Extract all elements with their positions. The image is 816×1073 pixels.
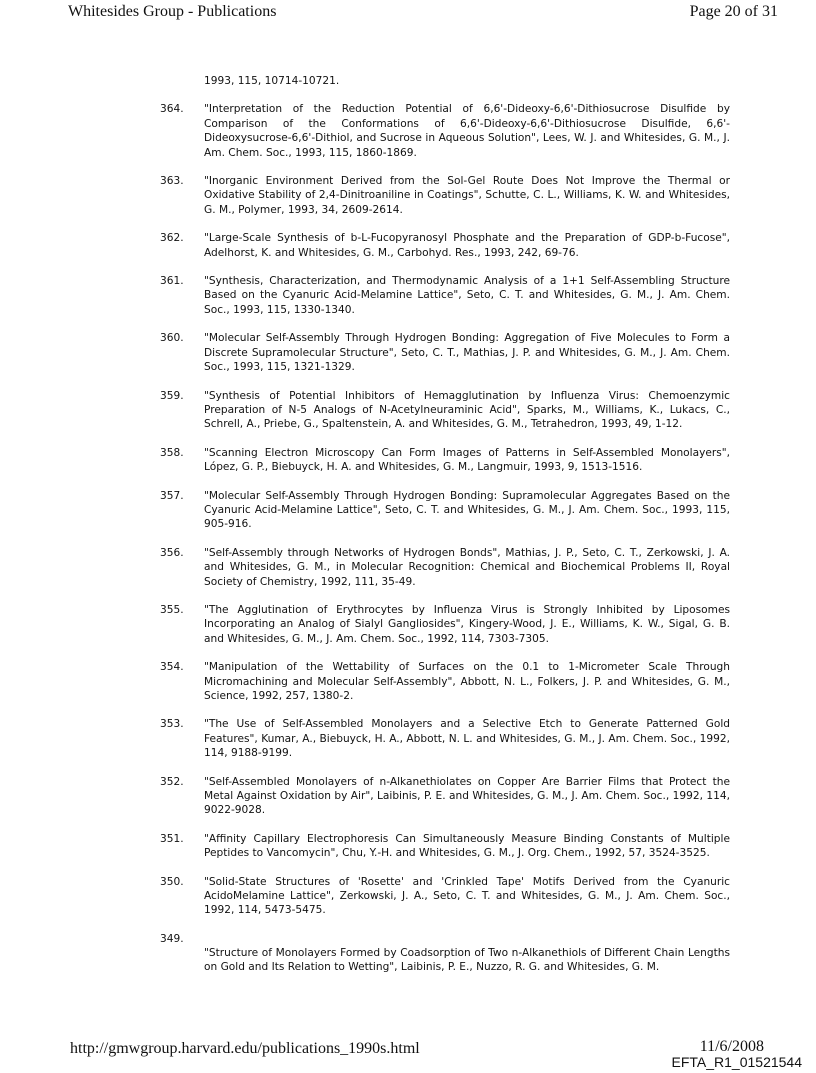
entry-citation: "Large-Scale Synthesis of b-L-Fucopyranosyl Phosphate and the Preparation of GDP-b-Fucose", Adelhorst, K. and Whitesides, G. M., Carbohyd. Res., 1993, 242, 69-76. bbox=[204, 232, 730, 259]
entry-number: 361. bbox=[160, 275, 184, 288]
entry-citation: "The Use of Self-Assembled Monolayers and a Selective Etch to Generate Patterned Gold Features", Kumar, A., Biebuyck, H. A., Abbott, N. L. and Whitesides, G. M., J. Am. Chem. Soc., 1992, 114, 9188-9199. bbox=[204, 718, 730, 760]
entry-number: 352. bbox=[160, 775, 184, 788]
publication-entry bbox=[160, 932, 730, 975]
publication-entry bbox=[160, 875, 730, 918]
publication-entry bbox=[160, 489, 730, 532]
entry-citation: "Synthesis, Characterization, and Thermodynamic Analysis of a 1+1 Self-Assembling Structure Based on the Cyanuric Acid-Melamine Lattice", Seto, C. T. and Whitesides, G. M., J. Am. Chem. Soc., 1993, 115, 1330-1340. bbox=[204, 275, 730, 316]
entry-number: 350. bbox=[160, 875, 184, 888]
entry-citation: "Scanning Electron Microscopy Can Form Images of Patterns in Self-Assembled Monolayers", López, G. P., Biebuyck, H. A. and Whitesides, G. M., Langmuir, 1993, 9, 1513-1516. bbox=[204, 446, 730, 474]
entry-citation: "The Agglutination of Erythrocytes by Influenza Virus is Strongly Inhibited by Liposomes Incorporating an Analog of Sialyl Gangliosides", Kingery-Wood, J. E., Williams, K. W., Sigal, G. B. and Whitesides, G. M., J. Am. Chem. Soc., 1992, 114, 7303-7305. bbox=[204, 603, 730, 645]
entry-citation: "Molecular Self-Assembly Through Hydrogen Bonding: Aggregation of Five Molecules to Form a Discrete Supramolecular Structure", Seto, C. T., Mathias, J. P. and Whitesides, G. M., J. Am. Chem. Soc., 1993, 115, 1321-1329. bbox=[204, 332, 730, 374]
entry-number: 360. bbox=[160, 332, 184, 345]
publication-list bbox=[160, 74, 730, 975]
publication-entry bbox=[160, 775, 730, 818]
publication-entry bbox=[160, 274, 730, 317]
entry-number: 351. bbox=[160, 832, 184, 845]
publication-entry bbox=[160, 102, 730, 160]
entry-number: 358. bbox=[160, 446, 184, 459]
page-number: Page 20 of 31 bbox=[689, 3, 778, 20]
publication-entry bbox=[160, 331, 730, 374]
entry-citation: "Self-Assembly through Networks of Hydrogen Bonds", Mathias, J. P., Seto, C. T., Zerkowski, J. A. and Whitesides, G. M., in Molecular Recognition: Chemical and Biochemical Problems II, Royal Society of Chemistry, 1992, 111, 35-49. bbox=[204, 546, 730, 588]
publication-entry bbox=[160, 174, 730, 217]
entry-number: 357. bbox=[160, 489, 184, 502]
document-id: EFTA_R1_01521544 bbox=[671, 1054, 802, 1070]
entry-number: 356. bbox=[160, 546, 184, 559]
entry-number: 349. bbox=[160, 932, 184, 945]
continued-citation: 1993, 115, 10714-10721. bbox=[204, 75, 340, 87]
entry-citation: "Solid-State Structures of 'Rosette' and 'Crinkled Tape' Motifs Derived from the Cyanuric AcidoMelamine Lattice", Zerkowski, J. A., Seto, C. T. and Whitesides, G. M., J. Am. Chem. Soc., 1992, 114, 5473-5475. bbox=[204, 875, 730, 917]
entry-citation: "Molecular Self-Assembly Through Hydrogen Bonding: Supramolecular Aggregates Based on the Cyanuric Acid-Melamine Lattice", Seto, C. T. and Whitesides, G. M., J. Am. Chem. Soc., 1993, 115, 905-916. bbox=[204, 489, 730, 531]
entry-citation: "Manipulation of the Wettability of Surfaces on the 0.1 to 1-Micrometer Scale Through Micromachining and Molecular Self-Assembly", Abbott, N. L., Folkers, J. P. and Whitesides, G. M., Science, 1992, 257, 1380-2. bbox=[204, 661, 730, 702]
entry-number: 363. bbox=[160, 175, 184, 188]
entry-citation: "Affinity Capillary Electrophoresis Can Simultaneously Measure Binding Constants of Multiple Peptides to Vancomycin", Chu, Y.-H. and Whitesides, G. M., J. Org. Chem., 1992, 57, 3524-3525. bbox=[204, 832, 730, 860]
publication-entry bbox=[160, 231, 730, 260]
entries-container bbox=[160, 102, 730, 974]
publication-entry bbox=[160, 717, 730, 760]
publication-entry bbox=[160, 446, 730, 475]
entry-citation: "Synthesis of Potential Inhibitors of Hemagglutination by Influenza Virus: Chemoenzymic Preparation of N-5 Analogs of N-Acetylneuraminic Acid", Sparks, M., Williams, K., Lukacs, C., Schrell, A., Priebe, G., Spaltenstein, A. and Whitesides, G. M., Tetrahedron, 1993, 49, 1-12. bbox=[204, 389, 730, 431]
publication-entry bbox=[160, 389, 730, 432]
publication-entry bbox=[160, 832, 730, 861]
page-header-title: Whitesides Group - Publications bbox=[68, 3, 277, 20]
publication-entry bbox=[160, 603, 730, 646]
entry-citation: "Inorganic Environment Derived from the Sol-Gel Route Does Not Improve the Thermal or Oxidative Stability of 2,4-Dinitroaniline in Coatings", Schutte, C. L., Williams, K. W. and Whitesides, G. M., Polymer, 1993, 34, 2609-2614. bbox=[204, 175, 730, 216]
entry-citation: "Interpretation of the Reduction Potential of 6,6'-Dideoxy-6,6'-Dithiosucrose Disulfide by Comparison of the Conformations of 6,6'-Dideoxy-6,6'-Dithiosucrose Disulfide, 6,6'-Dideoxysucrose-6,6'-Dithiol, and Sucrose in Aqueous Solution", Lees, W. J. and Whitesides, G. M., J. Am. Chem. Soc., 1993, 115, 1860-1869. bbox=[204, 103, 730, 159]
entry-number: 359. bbox=[160, 389, 184, 402]
publication-entry bbox=[160, 660, 730, 703]
publication-entry bbox=[160, 546, 730, 589]
entry-number: 353. bbox=[160, 718, 184, 731]
entry-number: 355. bbox=[160, 603, 184, 616]
print-date: 11/6/2008 bbox=[699, 1038, 764, 1055]
entry-citation: "Structure of Monolayers Formed by Coadsorption of Two n-Alkanethiols of Different Chain Lengths on Gold and Its Relation to Wetting", Laibinis, P. E., Nuzzo, R. G. and Whitesides, G. M. bbox=[204, 946, 730, 974]
page-url: http://gmwgroup.harvard.edu/publications_1990s.html bbox=[70, 1040, 420, 1057]
entry-number: 362. bbox=[160, 232, 184, 245]
entry-number: 354. bbox=[160, 661, 184, 674]
entry-number: 364. bbox=[160, 103, 184, 116]
entry-citation: "Self-Assembled Monolayers of n-Alkanethiolates on Copper Are Barrier Films that Protect the Metal Against Oxidation by Air", Laibinis, P. E. and Whitesides, G. M., J. Am. Chem. Soc., 1992, 114, 9022-9028. bbox=[204, 775, 730, 817]
